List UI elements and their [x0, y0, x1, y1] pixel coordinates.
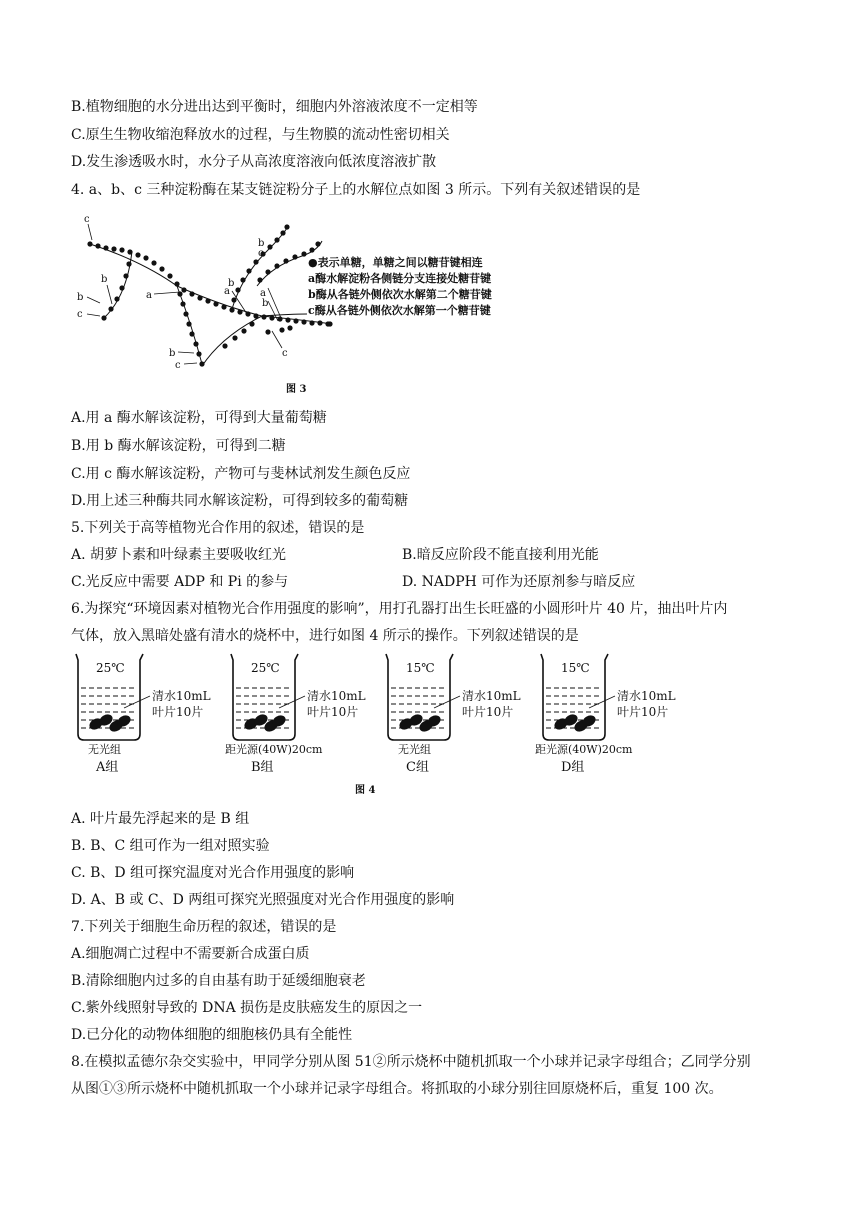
fig3-caption: 图 3 [286, 384, 307, 395]
label-pointer [124, 696, 150, 708]
q6-option-d: D. A、B 或 C、D 两组可探究光照强度对光合作用强度的影响 [71, 892, 455, 908]
figure-3-starch-diagram [72, 206, 542, 400]
fig3-legend-1: ●表示单糖，单糖之间以糖苷键相连 [308, 256, 483, 269]
q3-option-d: D.发生渗透吸水时，水分子从高浓度溶液向低浓度溶液扩散 [71, 154, 437, 170]
beaker-condition: 无光组 [88, 743, 121, 756]
q4-option-d: D.用上述三种酶共同水解该淀粉，可得到较多的葡萄糖 [71, 493, 409, 509]
label-pointer [589, 696, 615, 708]
fig3-legend-4: c酶从各链外侧依次水解第一个糖苷键 [308, 304, 491, 317]
q8-stem-2: 从图①③所示烧杯中随机抓取一个小球并记录字母组合。将抓取的小球分别往回原烧杯后，重复 100 次。 [71, 1081, 723, 1097]
fig3-label-c: c [84, 214, 90, 225]
q6-stem-2: 气体，放入黑暗处盛有清水的烧杯中，进行如图 4 所示的操作。下列叙述错误的是 [71, 628, 579, 644]
q7-option-a: A.细胞凋亡过程中不需要新合成蛋白质 [71, 946, 310, 962]
q4-option-b: B.用 b 酶水解该淀粉，可得到二糖 [71, 438, 286, 454]
q5-option-c: C.光反应中需要 ADP 和 Pi 的参与 [71, 574, 289, 590]
q5-option-d: D. NADPH 可作为还原剂参与暗反应 [402, 574, 636, 590]
beaker-water-label: 清水10mL [152, 689, 211, 703]
beaker-water-label: 清水10mL [307, 689, 366, 703]
label-pointer [279, 696, 305, 708]
q6-option-c: C. B、D 组可探究温度对光合作用强度的影响 [71, 865, 355, 881]
fig3-legend-3: b酶从各链外侧依次水解第二个糖苷键 [308, 288, 492, 301]
fig3-label-c: c [282, 348, 288, 359]
fig3-label-b: b [228, 278, 235, 289]
fig3-label-b: b [262, 298, 269, 309]
fig3-label-a: a [224, 286, 230, 297]
fig3-label-c: c [258, 248, 264, 259]
beaker-group: D组 [561, 760, 585, 775]
q7-option-c: C.紫外线照射导致的 DNA 损伤是皮肤癌发生的原因之一 [71, 1000, 423, 1016]
q7-option-d: D.已分化的动物体细胞的细胞核仍具有全能性 [71, 1027, 353, 1043]
beaker-condition: 距光源(40W)20cm [535, 743, 633, 756]
q7-option-b: B.清除细胞内过多的自由基有助于延缓细胞衰老 [71, 973, 366, 989]
fig3-label-a: a [146, 290, 152, 301]
beaker-water-label: 清水10mL [462, 689, 521, 703]
fig3-label-b: b [77, 292, 84, 303]
q8-stem-1: 8.在模拟孟德尔杂交实验中，甲同学分别从图 51②所示烧杯中随机抓取一个小球并记录字母组合；乙同学分别 [71, 1054, 751, 1070]
figure-4-beakers [72, 652, 682, 798]
fig3-label-b: b [101, 274, 108, 285]
fig3-label-b: b [258, 238, 265, 249]
beaker-condition: 距光源(40W)20cm [225, 743, 323, 756]
beaker-group: B组 [251, 760, 274, 775]
beaker-temperature: 15℃ [561, 661, 590, 675]
beaker-temperature: 25℃ [251, 661, 280, 675]
fig3-label-a: a [260, 288, 266, 299]
beaker-leaves-label: 叶片10片 [617, 705, 669, 719]
q5-option-a: A. 胡萝卜素和叶绿素主要吸收红光 [71, 547, 287, 563]
q7-stem: 7.下列关于细胞生命历程的叙述，错误的是 [71, 919, 337, 935]
q4-option-a: A.用 a 酶水解该淀粉，可得到大量葡萄糖 [71, 410, 327, 426]
q4-stem: 4. a、b、c 三种淀粉酶在某支链淀粉分子上的水解位点如图 3 所示。下列有关叙述错误的是 [71, 182, 641, 198]
beaker-leaves-label: 叶片10片 [307, 705, 359, 719]
q3-option-b: B.植物细胞的水分进出达到平衡时，细胞内外溶液浓度不一定相等 [71, 99, 478, 115]
fig3-label-b: b [169, 348, 176, 359]
q4-option-c: C.用 c 酶水解该淀粉，产物可与斐林试剂发生颜色反应 [71, 466, 411, 482]
q5-option-b: B.暗反应阶段不能直接利用光能 [402, 547, 599, 563]
beaker-condition: 无光组 [398, 743, 431, 756]
beaker-temperature: 15℃ [406, 661, 435, 675]
q3-option-c: C.原生生物收缩泡释放水的过程，与生物膜的流动性密切相关 [71, 127, 450, 143]
q6-stem-1: 6.为探究“环境因素对植物光合作用强度的影响”，用打孔器打出生长旺盛的小圆形叶片 40 片，抽出叶片内 [71, 601, 728, 617]
fig3-legend-2: a酶水解淀粉各侧链分支连接处糖苷键 [308, 272, 492, 285]
fig3-label-c: c [175, 360, 181, 371]
beaker-leaves-label: 叶片10片 [152, 705, 204, 719]
beaker-temperature: 25℃ [96, 661, 125, 675]
q6-option-a: A. 叶片最先浮起来的是 B 组 [71, 811, 250, 827]
glucose-units [87, 224, 332, 366]
beaker-group: C组 [406, 760, 429, 775]
beaker-leaves-label: 叶片10片 [462, 705, 514, 719]
q5-stem: 5.下列关于高等植物光合作用的叙述，错误的是 [71, 520, 365, 536]
fig3-label-c: c [77, 309, 83, 320]
label-pointer [434, 696, 460, 708]
q6-option-b: B. B、C 组可作为一组对照实验 [71, 838, 270, 854]
beaker-water-label: 清水10mL [617, 689, 676, 703]
fig4-caption: 图 4 [355, 785, 376, 796]
beaker-group: A组 [96, 760, 119, 775]
